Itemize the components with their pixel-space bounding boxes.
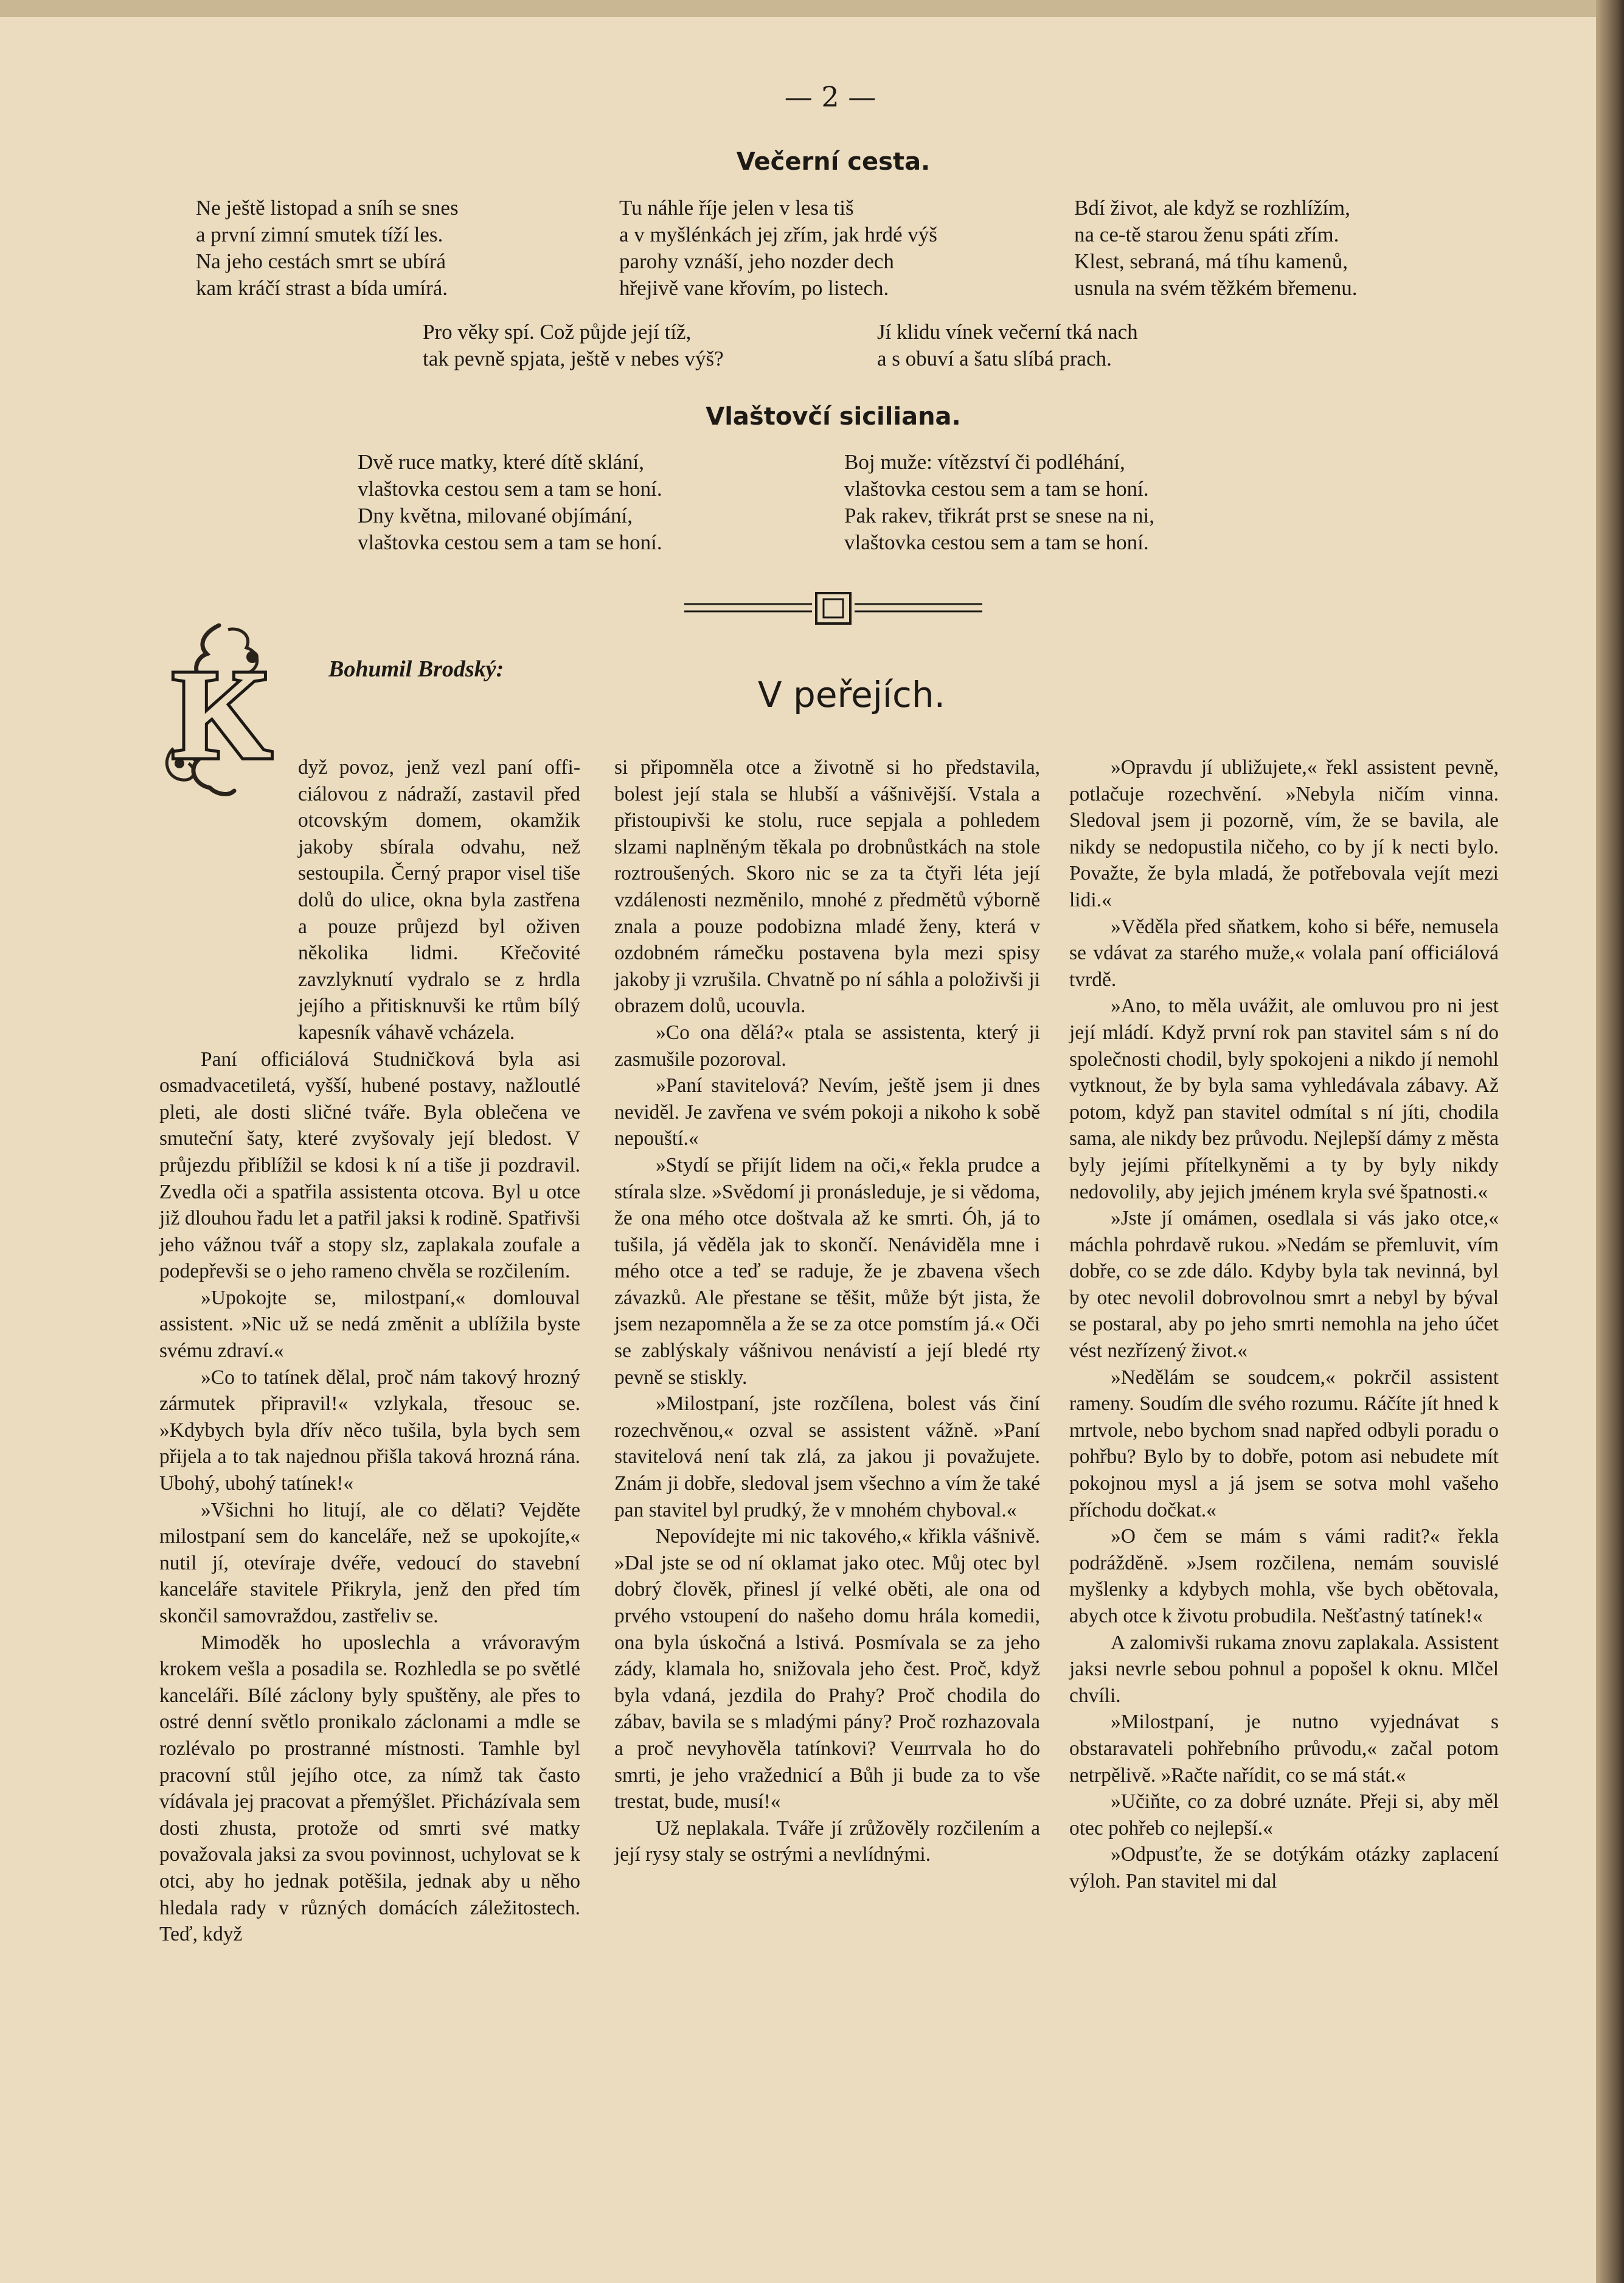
paragraph: »Učiňte, co za dobré uznáte. Přeji si, aby měl otec pohřeb co nejlepší.« xyxy=(1069,1790,1499,1840)
paragraph: Mimoděk ho uposlechla a vrávoravým krokem vešla a posadila se. Rozhledla se po světlé kanceláři. Bílé záclony byly spuštěny, ale přes to ostré denní světlo pronikalo záclonami a mdle se rozlévalo po prostranné místnosti. Tamhle byl pracovní stůl jejího otce, za nímž tak často vídávala jej pracovat a přemýšlet. Přicházívala sem dosti zhusta, protože od smrti své matky považovala jaksi za svou povinnost, uchylovat se k otci, aby ho jednak potěšila, jednak aby u něho hledala rady v různých domácích záležitostech. Teď, když xyxy=(159,1631,580,1946)
poem-line: Dny května, milované objímání, xyxy=(358,504,633,527)
poem-line: vlaštovka cestou sem a tam se honí. xyxy=(358,530,662,554)
poem-line: Bdí život, ale když se rozhlížím, xyxy=(1074,196,1350,220)
paragraph: Paní officiálová Studničková byla asi osmadvacetiletá, vyšší, hubené postavy, nažloutlé pleti, ale dosti sličné tváře. Byla oblečena ve smuteční šaty, které zvyšovaly její bledost. V průjezdu přiblížil se kdosi k ní a tiše ji pozdravil. Zvedla oči a spatřila assistenta otcova. Byl u otce již dlouhou řadu let a patřil jaksi k rodině. Spatřivši jeho vážnou tvář a stopy slz, zaplakala zoufale a podepřevši se o jeho rameno chvěla se rozčilením. xyxy=(159,1048,580,1283)
poem1-stanza-3 xyxy=(1074,195,1358,302)
poem-line: Ne ještě listopad a sníh se snes xyxy=(196,196,459,220)
poem2-stanza-2 xyxy=(844,449,1154,556)
story-author: Bohumil Brodský: xyxy=(328,656,504,682)
story-column-1 xyxy=(159,754,580,1948)
poem-line: na ce-tě starou ženu spáti zřím. xyxy=(1074,223,1339,246)
paragraph: »Milostpaní, jste rozčílena, bolest vás činí rozechvěnou,« ozval se assistent vážně. »Paní stavitelová není tak zlá, za jakou ji považujete. Znám ji dobře, sledoval jsem všechno a vím že také pan stavitel byl prudký, že v mnohém chyboval.« xyxy=(614,1392,1040,1521)
paragraph: si připomněla otce a životně si ho představila, bolest její stala se hlubší a vášnivější. Vstala a přistoupivši ke stolu, ruce sepjala a pohledem slzami naplněným těkala po drobnůstkách na stole roztroušených. Skoro nic se za ta čtyři léta její vzdálenosti nezměnilo, mnohé z předmětů výborně znala a pouze podobizna mladé ženy, která v ozdobném rámečku postavena byla mezi spisy jakoby ji vzrušila. Chvatně po ní sáhla a položivši ji obrazem dolů, ucouvla. xyxy=(614,756,1040,1018)
poem-line: hřejivě vane křovím, po listech. xyxy=(619,276,889,300)
paragraph: »O čem se mám s vámi radit?« řekla podrážděně. »Jsem rozčilena, nemám souvislé myšlenky a kdybych mohla, vše bych obětovala, abych otce k životu probudila. Nešťastný tatínek!« xyxy=(1069,1525,1499,1627)
poem-title-vecerni-cesta: Večerní cesta. xyxy=(736,148,931,176)
paragraph: Nepovídejte mi nic takového,« křikla vášnivě. »Dal jste se od ní oklamat jako otec. Můj otec byl dobrý člověk, přinesl jí velké oběti, ale ona od prvého vstoupení do našeho domu hrála komedii, ona byla úskočná a lstivá. Posmívala se za jeho zády, klamala ho, snižovala jeho čest. Proč, když byla vdaná, jezdila do Prahy? Proč chodila do zábav, bavila se s mladými pány? Proč rozhazovala a proč nevyhověla tatínkovi? Vештvala ho do smrti, je jeho vražednicí a Bůh ji bude za to vše trestat, bude, musí!« xyxy=(614,1525,1040,1813)
poem-line: usnula na svém těžkém břemenu. xyxy=(1074,276,1358,300)
paragraph: »Odpusťte, že se dotýkám otázky zaplacení výloh. Pan stavitel mi dal xyxy=(1069,1843,1499,1892)
paragraph: »Stydí se přijít lidem na oči,« řekla prudce a stírala slze. »Svědomí ji pronásleduje, je si vědoma, že ona mého otce doštvala až ke smrti. Óh, já to tušila, já věděla jak to skončí. Nenáviděla mne i mého otce a teď se raduje, že je zbavena všech závazků. Ale přestane se těšit, může být jista, že jsem nezapomněla a že se za otce pomstím já.« Oči se zablýskaly vášnivou nenávistí a její bledé rty pevně se stiskly. xyxy=(614,1153,1040,1389)
page-top-edge xyxy=(0,0,1624,17)
poem-line: kam kráčí strast a bída umírá. xyxy=(196,276,448,300)
poem-line: Dvě ruce matky, které dítě sklání, xyxy=(358,450,645,474)
paragraph: »Všichni ho litují, ale co dělati? Vejděte milostpaní sem do kanceláře, než se upokojíte,« nutil jí, otevíraje dvéře, vedoucí do stavební kanceláře stavitele Přikryla, jenž den před tím skončil samovraždou, zastřeliv se. xyxy=(159,1498,580,1627)
poem1-stanza-1 xyxy=(196,195,459,302)
poem1-stanza-5 xyxy=(877,319,1138,372)
page-number: — 2 — xyxy=(784,80,876,113)
story-column-2 xyxy=(614,754,1040,1868)
poem-line: vlaštovka cestou sem a tam se honí. xyxy=(844,477,1149,501)
story-title: V peřejích. xyxy=(757,674,946,715)
poem-line: a první zimní smutek tíží les. xyxy=(196,223,443,246)
drop-cap-letter: K xyxy=(172,644,272,785)
paragraph: Už neplakala. Tváře jí zrůžověly rozčilením a její rysy staly se ostrými a nevlídnými. xyxy=(614,1816,1040,1866)
poem1-stanza-4 xyxy=(423,319,724,372)
poem-line: Na jeho cestách smrt se ubírá xyxy=(196,249,446,273)
ornament-divider xyxy=(681,587,985,630)
paragraph: A zalomivši rukama znovu zaplakala. Assistent jaksi nevrle sebou pohnul a popošel k oknu. Mlčel chvíli. xyxy=(1069,1631,1499,1707)
paragraph: dyž povoz, jenž vezl paní offi-ciálovou z nádraží, zastavil před otcovským domem, okamžik jakoby sbírala odvahu, než sestoupila. Černý prapor visel tiše dolů do ulice, okna byla zastřena a pouze průjezd byl oživen několika lidmi. Křečovité zavzlyknutí vydralo se z hrdla jejího a přitisknuvši ke rtům bílý kapesník váhavě vcházela. xyxy=(298,756,580,1044)
poem-line: Klest, sebraná, má tíhu kamenů, xyxy=(1074,249,1348,273)
poem-line: Jí klidu vínek večerní tká nach xyxy=(877,320,1138,344)
poem-line: a v myšlénkách jej zřím, jak hrdé výš xyxy=(619,223,937,246)
poem1-stanza-2 xyxy=(619,195,937,302)
paragraph: »Co to tatínek dělal, proč nám takový hrozný zármutek připravil!« vzlykala, třesouc se. »Kdybych byla dřív něco tušila, byla bych sem přijela a to tak najednou přišla taková hrozná rána. Ubohý, ubohý tatínek!« xyxy=(159,1366,580,1495)
poem-line: a s obuví a šatu slíbá prach. xyxy=(877,347,1112,370)
paragraph: »Opravdu jí ubližujete,« řekl assistent pevně, potlačuje rozechvění. »Nebyla ničím vinna. Sledoval jsem ji pozorně, vím, že se bavila, ale nikdy se nedopustila ničeho, co by jí k necti bylo. Považte, že byla mladá, že potřebovala vejít mezi lidi.« xyxy=(1069,756,1499,911)
poem-line: Pak rakev, třikrát prst se snese na ni, xyxy=(844,504,1154,527)
paragraph: »Nedělám se soudcem,« pokrčil assistent rameny. Soudím dle svého rozumu. Ráčíte jít hned k mrtvole, nebo bychom snad napřed odbyli poradu o pohřbu? Bylo by to dobře, potom asi nebudete mít pokojnou mysl a já jsem se sotva mohl vašeho příchodu dočkat.« xyxy=(1069,1366,1499,1521)
paragraph: »Upokojte se, milostpaní,« domlouval assistent. »Nic už se nedá změnit a ublížila byste svému zdraví.« xyxy=(159,1286,580,1363)
poem-line: vlaštovka cestou sem a tam se honí. xyxy=(844,530,1149,554)
paragraph: »Ano, to měla uvážit, ale omluvou pro ni jest její mládí. Když první rok pan stavitel sám s ní do společnosti chodil, byly spokojeni a nikdo jí nemohl vytknout, že by byla sama vyhledávala zábavy. Až potom, když pan stavitel odmítal s ní jíti, chodila sama, ale nikdy bez průvodu. Nejlepší dámy z města byly jejími přítelkyněmi a ty by byly nikdy nedovolily, aby jejich jménem kryla své špatnosti.« xyxy=(1069,995,1499,1203)
story-column-3 xyxy=(1069,754,1499,1895)
poem-title-vlastovci-siciliana: Vlaštovčí siciliana. xyxy=(706,403,961,431)
poem-line: Boj muže: vítězství či podléhání, xyxy=(844,450,1125,474)
poem-line: Pro věky spí. Což půjde její tíž, xyxy=(423,320,692,344)
paragraph: »Co ona dělá?« ptala se assistenta, který ji zasmušile pozoroval. xyxy=(614,1021,1040,1071)
poem-line: vlaštovka cestou sem a tam se honí. xyxy=(358,477,662,501)
poem-line: Tu náhle říje jelen v lesa tiš xyxy=(619,196,854,220)
page-binding-edge xyxy=(1596,0,1624,2283)
paragraph: »Věděla před sňatkem, koho si béře, nemusela se vdávat za starého muže,« volala paní officiálová tvrdě. xyxy=(1069,915,1499,991)
poem-line: tak pevně spjata, ještě v nebes výš? xyxy=(423,347,724,370)
paragraph: »Paní stavitelová? Nevím, ještě jsem ji dnes neviděl. Je zavřena ve svém pokoji a nikoho k sobě nepouští.« xyxy=(614,1074,1040,1150)
paragraph: »Milostpaní, je nutno vyjednávat s obstaravateli pohřebního průvodu,« začal potom netrpělivě. »Račte nařídit, co se má stát.« xyxy=(1069,1711,1499,1787)
poem-line: parohy vznáší, jeho nozder dech xyxy=(619,249,894,273)
poem2-stanza-1 xyxy=(358,449,662,556)
paragraph: »Jste jí omámen, osedlala si vás jako otce,« máchla pohrdavě rukou. »Nedám se přemluvit, vím dobře, co se zde dálo. Kdyby byla tak nevinná, byl by otec nevolil dobrovolnou smrt a nebyl by býval se postaral, aby po jeho smrti nemohla na jeho účet vést nezřízený život.« xyxy=(1069,1207,1499,1363)
